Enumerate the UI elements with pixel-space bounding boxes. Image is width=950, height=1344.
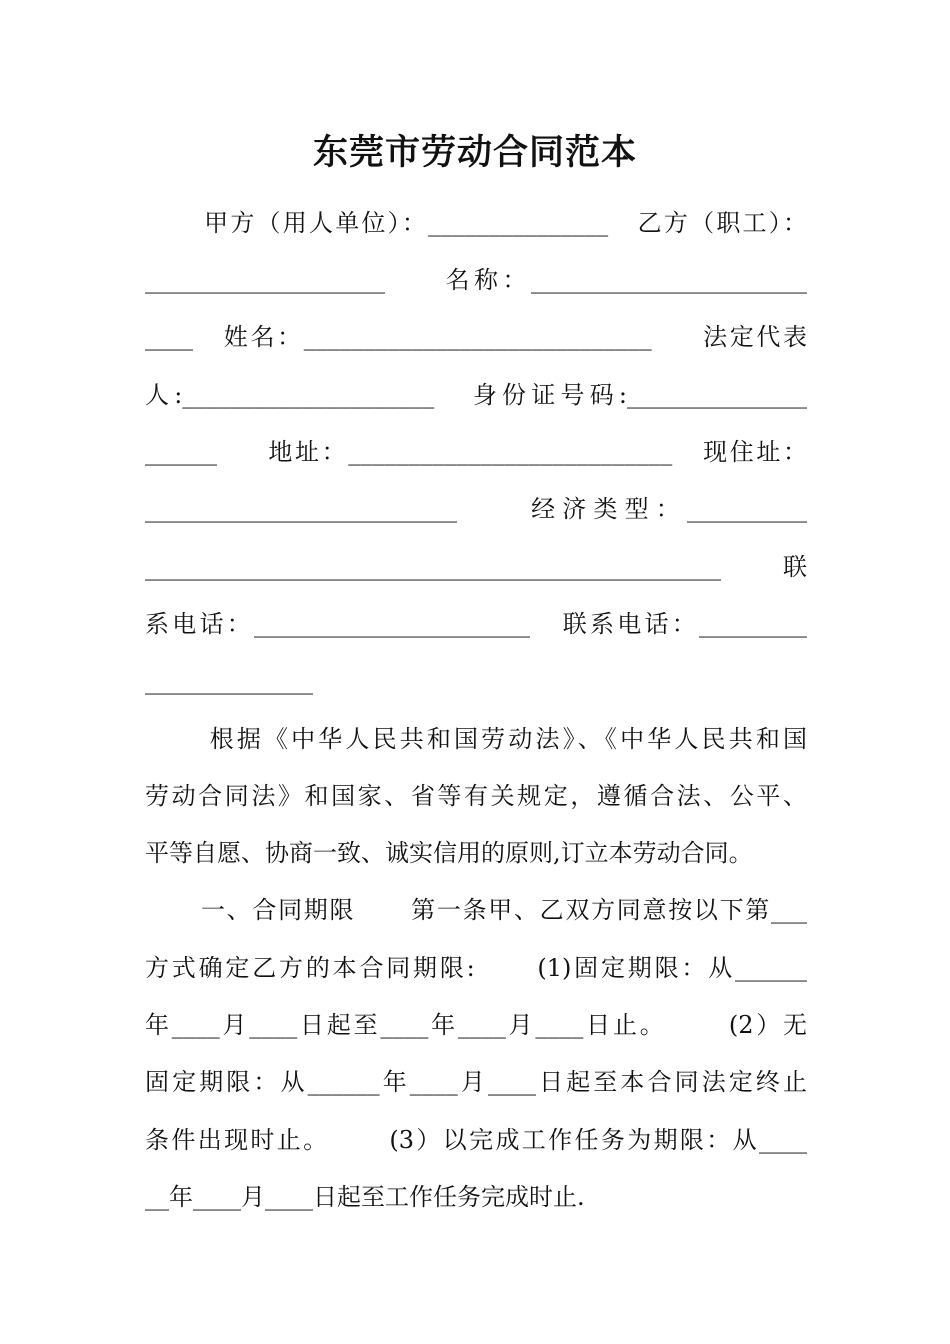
paragraph-line: 根据《中华人民共和国劳动法》、《中华人民共和国 bbox=[145, 725, 807, 753]
text-line: 系电话：_______________________ 联系电话：_________ bbox=[145, 610, 807, 638]
paragraph-line: 条件出现时止。 (3）以完成工作任务为期限：从____ bbox=[145, 1126, 807, 1154]
paragraph-line: 年____月____日起至____年____月____日止。 (2）无 bbox=[145, 1011, 807, 1039]
text-line: ____ 姓名：_____________________________ 法定代表 bbox=[145, 323, 807, 351]
text-line: ______ 地址：___________________________ 现住址： bbox=[145, 438, 807, 466]
text-line: ______________ bbox=[145, 667, 313, 695]
paragraph-line: 平等自愿、协商一致、诚实信用的原则,订立本劳动合同。 bbox=[145, 839, 753, 867]
document-title: 东莞市劳动合同范本 bbox=[312, 132, 637, 173]
text-line: ________________________________________________ 联 bbox=[145, 553, 807, 581]
paragraph-line: 方式确定乙方的本合同期限: (1)固定期限：从______ bbox=[145, 954, 807, 982]
paragraph-line: __年____月____日起至工作任务完成时止. bbox=[145, 1183, 585, 1211]
text-line: __________________________ 经济类型：__________ bbox=[145, 495, 807, 523]
text-line: ____________________ 名称：_______________________ bbox=[145, 266, 807, 294]
paragraph-line: 一、合同期限 第一条甲、乙双方同意按以下第___ bbox=[145, 896, 807, 924]
paragraph-line: 劳动合同法》和国家、省等有关规定，遵循合法、公平、 bbox=[145, 782, 807, 810]
text-line: 人:_____________________ 身份证号码:_______________ bbox=[145, 381, 807, 409]
paragraph-line: 固定期限：从______年____月____日起至本合同法定终止 bbox=[145, 1068, 807, 1096]
text-line: 甲方（用人单位）：_______________ 乙方（职工）： bbox=[145, 209, 807, 237]
